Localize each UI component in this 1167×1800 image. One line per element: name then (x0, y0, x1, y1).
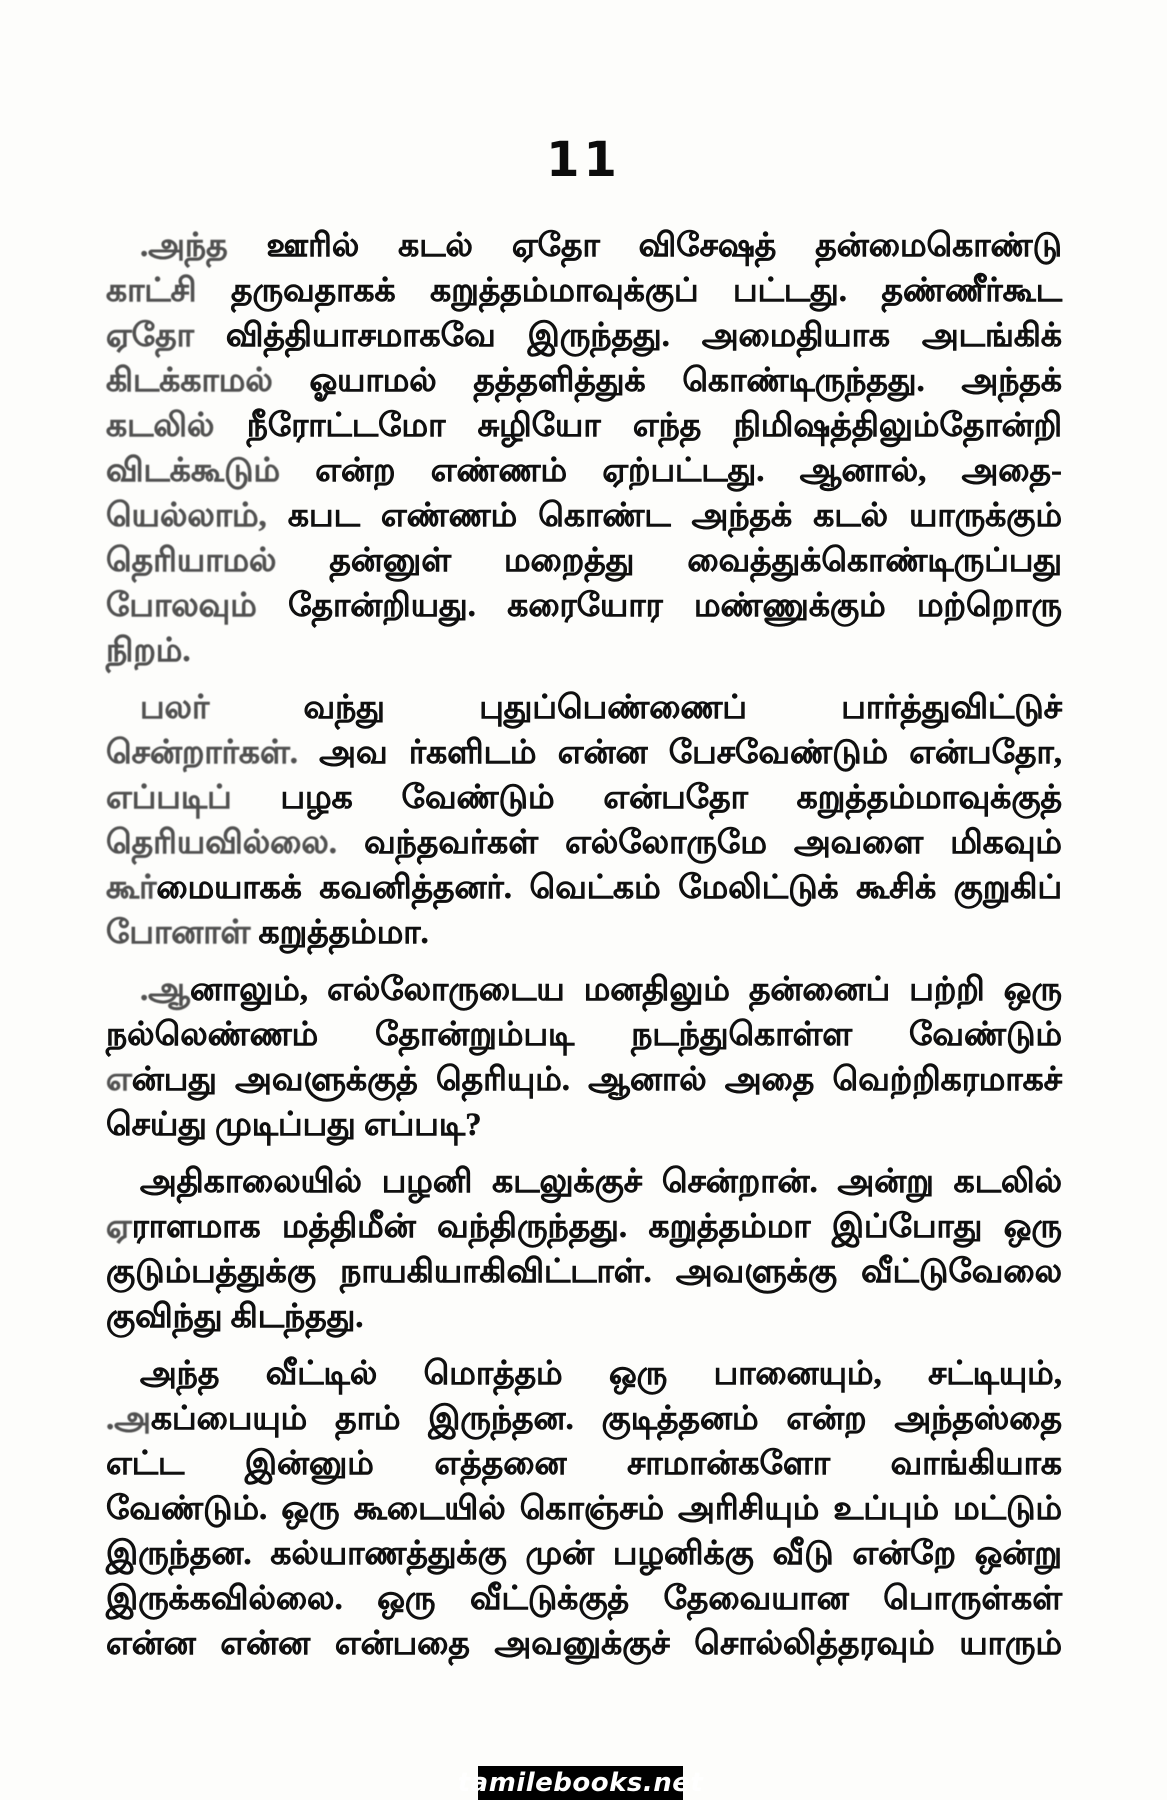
degraded-print-text: ஏ (106, 1209, 132, 1245)
text-line: கூர்மையாகக் கவனித்தனர். வெட்கம் மேலிட்டுக் கூசிக் குறுகிப் (106, 870, 1062, 906)
text-line: .அந்த ஊரில் கடல் ஏதோ விசேஷத் தன்மைகொண்டு (140, 228, 1062, 264)
degraded-print-text: சென்றார்கள். (106, 735, 299, 771)
text-line: குவிந்து கிடந்தது. (106, 1299, 364, 1335)
degraded-print-text: எ (106, 1062, 132, 1098)
text-line: குடும்பத்துக்கு நாயகியாகிவிட்டாள். அவளுக்கு வீட்டுவேலை (106, 1254, 1062, 1290)
degraded-print-text: தெரியாமல் (106, 543, 277, 579)
text-line: வேண்டும். ஒரு கூடையில் கொஞ்சம் அரிசியும் உப்பும் மட்டும் (106, 1491, 1062, 1527)
text-line: .ஆனாலும், எல்லோருடைய மனதிலும் தன்னைப் பற்றி ஒரு (140, 972, 1062, 1008)
text-line: போலவும் தோன்றியது. கரையோர மண்ணுக்கும் மற்றொரு (106, 588, 1062, 624)
text-line: .அகப்பையும் தாம் இருந்தன. குடித்தனம் என்ற அந்தஸ்தை (106, 1401, 1062, 1437)
degraded-print-text: யெல்லாம், (106, 498, 267, 534)
text-line: காட்சி தருவதாகக் கறுத்தம்மாவுக்குப் பட்டது. தண்ணீர்கூட (106, 273, 1062, 309)
text-line: போனாள் கறுத்தம்மா. (106, 915, 429, 951)
degraded-print-text: ஏதோ (106, 318, 194, 354)
text-line: நல்லெண்ணம் தோன்றும்படி நடந்துகொள்ள வேண்டும் (106, 1017, 1062, 1053)
paragraph (106, 686, 1062, 956)
text-line: என்பது அவளுக்குத் தெரியும். ஆனால் அதை வெற்றிகரமாகச் (106, 1062, 1062, 1098)
text-line: கடலில் நீரோட்டமோ சுழியோ எந்த நிமிஷத்திலும்தோன்றி (106, 408, 1062, 444)
text-line: இருக்கவில்லை. ஒரு வீட்டுக்குத் தேவையான பொருள்கள் (106, 1581, 1062, 1617)
page-number: 11 (546, 132, 621, 188)
degraded-print-text: எப்படிப் (106, 780, 232, 816)
text-line: ஏதோ வித்தியாசமாகவே இருந்தது. அமைதியாக அடங்கிக் (106, 318, 1062, 354)
degraded-print-text: .ஆ (140, 972, 190, 1008)
text-line: யெல்லாம், கபட எண்ணம் கொண்ட அந்தக் கடல் யாருக்கும் (106, 498, 1062, 534)
site-watermark-text: tamilebooks.net (457, 1768, 704, 1798)
degraded-print-text: பலர் (140, 690, 210, 726)
text-line: எப்படிப் பழக வேண்டும் என்பதோ கறுத்தம்மாவுக்குத் (106, 780, 1062, 816)
degraded-print-text: நிறம். (106, 633, 191, 669)
degraded-print-text: காட்சி (106, 273, 197, 309)
degraded-print-text: கிடக்காமல் (106, 363, 273, 399)
text-line: என்ன என்ன என்பதை அவனுக்குச் சொல்லித்தரவும் யாரும் (106, 1626, 1062, 1662)
text-line: பலர் வந்து புதுப்பெண்ணைப் பார்த்துவிட்டுச் (140, 690, 1062, 726)
text-line: ஏராளமாக மத்திமீன் வந்திருந்தது. கறுத்தம்மா இப்போது ஒரு (106, 1209, 1062, 1245)
degraded-print-text: கடலில் (106, 408, 215, 444)
degraded-print-text: விடக்கூடும் (106, 453, 281, 489)
text-line: அதிகாலையில் பழனி கடலுக்குச் சென்றான். அன்று கடலில் (140, 1164, 1062, 1200)
text-line: எட்ட இன்னும் எத்தனை சாமான்களோ வாங்கியாக (106, 1446, 1062, 1482)
paragraph (106, 1160, 1062, 1340)
paragraph (106, 1352, 1062, 1667)
text-line: அந்த வீட்டில் மொத்தம் ஒரு பானையும், சட்டியும், (140, 1356, 1062, 1392)
degraded-print-text: போனாள் (106, 915, 251, 951)
text-line: செய்து முடிப்பது எப்படி? (106, 1107, 482, 1143)
degraded-print-text: கூர் (106, 870, 157, 906)
degraded-print-text: .அந்த (140, 228, 228, 264)
text-line: கிடக்காமல் ஓயாமல் தத்தளித்துக் கொண்டிருந்தது. அந்தக் (106, 363, 1062, 399)
text-line: விடக்கூடும் என்ற எண்ணம் ஏற்பட்டது. ஆனால், அதை- (106, 453, 1062, 489)
text-line (106, 629, 1062, 674)
site-watermark (457, 1766, 704, 1800)
text-line: இருந்தன. கல்யாணத்துக்கு முன் பழனிக்கு வீடு என்றே ஒன்று (106, 1536, 1062, 1572)
paragraph (106, 224, 1062, 674)
text-line: தெரியவில்லை. வந்தவர்கள் எல்லோருமே அவளை மிகவும் (106, 825, 1062, 861)
text-line: தெரியாமல் தன்னுள் மறைத்து வைத்துக்கொண்டிருப்பது (106, 543, 1062, 579)
paragraph (106, 968, 1062, 1148)
degraded-print-text: .அ (106, 1401, 151, 1437)
text-block (106, 224, 1062, 1667)
degraded-print-text: தெரியவில்லை. (106, 825, 338, 861)
text-line: சென்றார்கள். அவ ர்களிடம் என்ன பேசவேண்டும் என்பதோ, (106, 735, 1062, 771)
degraded-print-text: போலவும் (106, 588, 257, 624)
